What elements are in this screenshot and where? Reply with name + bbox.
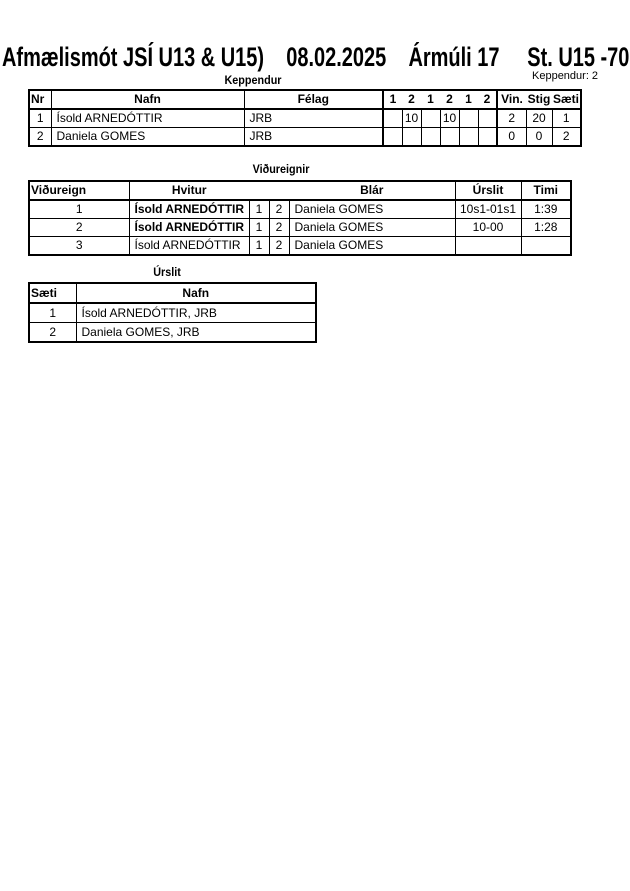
cell-white-number: 1 xyxy=(249,200,269,219)
cell-saeti: 2 xyxy=(552,128,581,147)
cell-hvitur: Ísold ARNEDÓTTIR xyxy=(129,237,249,256)
keppendur-table xyxy=(28,89,582,147)
vidureignir-row xyxy=(29,200,571,219)
cell-blar: Daniela GOMES xyxy=(289,219,455,237)
keppendur-header-row xyxy=(29,90,581,109)
participants-count: Keppendur: 2 xyxy=(532,70,599,82)
urslit-row xyxy=(29,323,316,343)
cell-score xyxy=(440,128,459,147)
cell-blar: Daniela GOMES xyxy=(289,237,455,256)
cell-nafn: Ísold ARNEDÓTTIR, JRB xyxy=(76,303,316,323)
urslit-header-row xyxy=(29,283,316,303)
vidureignir-row xyxy=(29,219,571,237)
cell-nafn: Daniela GOMES xyxy=(51,128,244,147)
cell-score: 10 xyxy=(402,109,421,128)
col-header-nr: Nr xyxy=(29,90,51,109)
col-header-score-4: 2 xyxy=(440,90,459,109)
cell-nafn: Ísold ARNEDÓTTIR xyxy=(51,109,244,128)
cell-saeti: 2 xyxy=(29,323,76,343)
section-title-urslit: Úrslit xyxy=(153,265,181,279)
cell-blue-number: 2 xyxy=(269,219,289,237)
cell-score xyxy=(383,128,402,147)
cell-match-number: 3 xyxy=(29,237,129,256)
cell-saeti: 1 xyxy=(29,303,76,323)
col-header-urslit: Úrslit xyxy=(455,181,521,200)
urslit-table xyxy=(28,282,317,343)
cell-timi: 1:39 xyxy=(521,200,571,219)
cell-score: 10 xyxy=(440,109,459,128)
cell-felag: JRB xyxy=(244,109,383,128)
cell-urslit: 10-00 xyxy=(455,219,521,237)
cell-score xyxy=(421,128,440,147)
cell-vin: 0 xyxy=(497,128,526,147)
cell-match-number: 2 xyxy=(29,219,129,237)
cell-white-number: 1 xyxy=(249,219,269,237)
col-header-score-1: 1 xyxy=(383,90,402,109)
col-header-felag: Félag xyxy=(244,90,383,109)
cell-match-number: 1 xyxy=(29,200,129,219)
cell-timi xyxy=(521,237,571,256)
col-header-score-6: 2 xyxy=(478,90,497,109)
cell-urslit: 10s1-01s1 xyxy=(455,200,521,219)
cell-urslit xyxy=(455,237,521,256)
cell-score xyxy=(402,128,421,147)
col-header-saeti: Sæti xyxy=(29,283,76,303)
cell-felag: JRB xyxy=(244,128,383,147)
cell-nr: 2 xyxy=(29,128,51,147)
col-header-saeti: Sæti xyxy=(552,90,581,109)
col-header-blar: Blár xyxy=(289,181,455,200)
col-header-nafn: Nafn xyxy=(76,283,316,303)
cell-hvitur: Ísold ARNEDÓTTIR xyxy=(129,200,249,219)
col-header-score-2: 2 xyxy=(402,90,421,109)
section-title-keppendur: Keppendur xyxy=(224,73,282,87)
cell-blue-number: 2 xyxy=(269,200,289,219)
urslit-row xyxy=(29,303,316,323)
page-title: Afmælismót JSÍ U13 & U15) 08.02.2025 Ármúli 17 St. U15 -70 xyxy=(2,42,630,72)
vidureignir-header-row xyxy=(29,181,571,200)
cell-score xyxy=(478,128,497,147)
cell-blue-number: 2 xyxy=(269,237,289,256)
keppendur-row xyxy=(29,128,581,147)
section-title-vidureignir: Viðureignir xyxy=(252,162,310,176)
cell-hvitur: Ísold ARNEDÓTTIR xyxy=(129,219,249,237)
col-header-vin: Vin. xyxy=(497,90,526,109)
cell-nr: 1 xyxy=(29,109,51,128)
vidureignir-table xyxy=(28,180,572,256)
col-header-spacer xyxy=(249,181,269,200)
cell-vin: 2 xyxy=(497,109,526,128)
cell-score xyxy=(459,128,478,147)
vidureignir-row xyxy=(29,237,571,256)
col-header-score-3: 1 xyxy=(421,90,440,109)
col-header-vidureign: Viðureign xyxy=(29,181,129,200)
cell-score xyxy=(478,109,497,128)
cell-blar: Daniela GOMES xyxy=(289,200,455,219)
cell-score xyxy=(459,109,478,128)
cell-stig: 0 xyxy=(526,128,552,147)
cell-saeti: 1 xyxy=(552,109,581,128)
col-header-timi: Timi xyxy=(521,181,571,200)
col-header-hvitur: Hvitur xyxy=(129,181,249,200)
cell-score xyxy=(421,109,440,128)
keppendur-row xyxy=(29,109,581,128)
col-header-nafn: Nafn xyxy=(51,90,244,109)
cell-stig: 20 xyxy=(526,109,552,128)
cell-score xyxy=(383,109,402,128)
cell-timi: 1:28 xyxy=(521,219,571,237)
cell-white-number: 1 xyxy=(249,237,269,256)
col-header-score-5: 1 xyxy=(459,90,478,109)
cell-nafn: Daniela GOMES, JRB xyxy=(76,323,316,343)
col-header-stig: Stig xyxy=(526,90,552,109)
col-header-spacer xyxy=(269,181,289,200)
